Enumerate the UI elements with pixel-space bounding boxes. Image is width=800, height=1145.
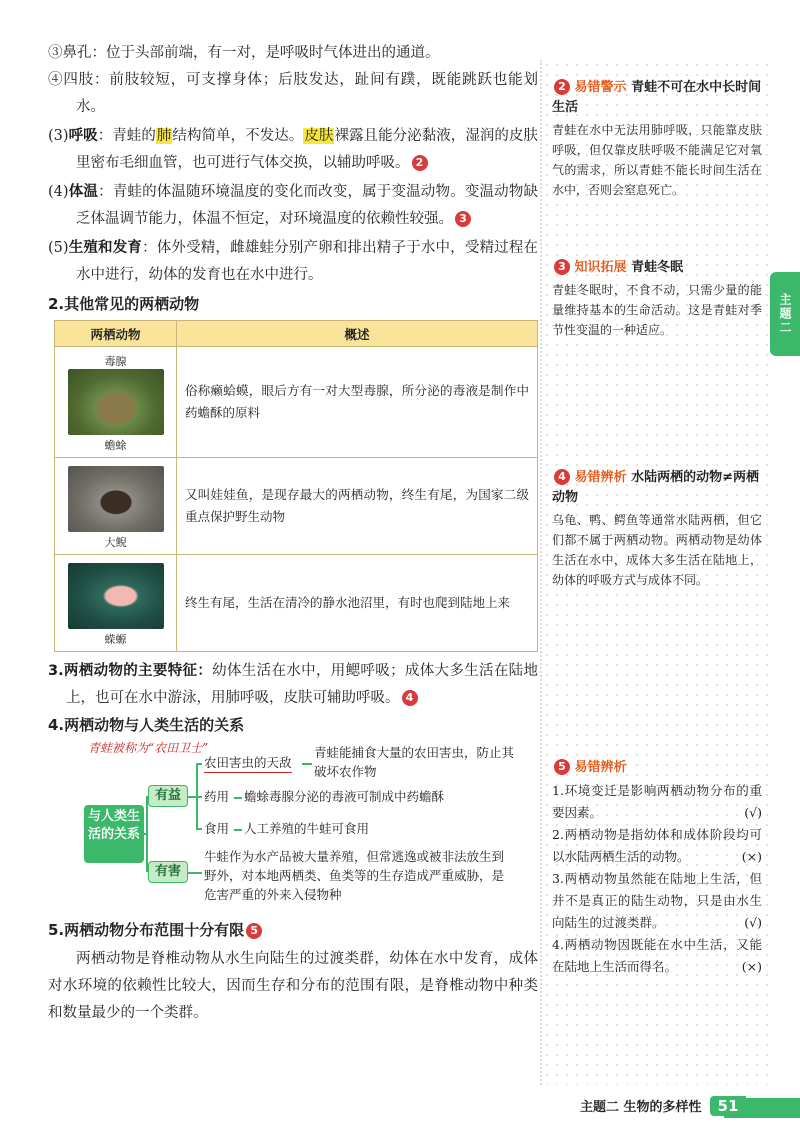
section-3-paragraph: [48, 658, 538, 712]
harm-desc: 牛蛙作为水产品被大量养殖，但常逃逸或被非法放生到野外，对本地两栖类、鱼类等的生存造成严重威胁，是危害严重的外来入侵物种: [204, 849, 505, 902]
quiz-item: [552, 780, 762, 824]
item-label: 生殖和发育: [68, 240, 143, 256]
relationship-mindmap: [48, 741, 538, 917]
quiz-text: 3.两栖动物虽然能在陆地上生活，但并不是真正的陆生动物，只是由水生向陆生的过渡类群。: [552, 871, 762, 930]
note-tag: 易错辨析: [574, 760, 627, 775]
section-5-title: [48, 919, 538, 940]
note-number: 2: [554, 79, 570, 95]
benefit-1-desc: 青蛙能捕食大量的农田害虫，防止其破坏农作物: [314, 745, 515, 779]
quiz-answer: (×): [741, 959, 762, 974]
connector-line: [196, 763, 202, 765]
paragraph-text: 幼体生活在水中，用鳃呼吸；成体大多生活在陆地上，也可在水中游泳，用肺呼吸，皮肤可辅助呼吸。: [66, 663, 538, 706]
note-box-4: [552, 468, 762, 590]
item-label: 体温: [68, 184, 99, 200]
quiz-text: 2.两栖动物是指幼体和成体阶段均可以水陆两栖生活的动物。: [552, 827, 762, 864]
note-marker-3: 3: [455, 211, 471, 227]
side-notes-column: [540, 60, 772, 1085]
reproduction-paragraph: [48, 235, 538, 289]
page-footer: [580, 1096, 746, 1116]
breathing-paragraph: [48, 123, 538, 177]
connector-line: [196, 828, 202, 830]
connector-line: [234, 797, 242, 799]
table-row: [55, 458, 538, 555]
animal-picture-cell: [55, 458, 177, 555]
benefit-2-desc: 蟾蜍毒腺分泌的毒液可制成中药蟾酥: [244, 789, 445, 804]
newt-photo: [68, 563, 164, 629]
section-4-title: 4.两栖动物与人类生活的关系: [48, 716, 245, 734]
item-label: 呼吸: [68, 128, 98, 144]
toad-photo: [68, 369, 164, 435]
connector-line: [188, 796, 196, 798]
item-number: (4): [48, 184, 69, 200]
quiz-item: [552, 824, 762, 868]
footer-title: 主题二 生物的多样性: [580, 1100, 702, 1115]
note-title: 水陆两栖的动物≠两栖动物: [552, 470, 759, 505]
quiz-answer: (√): [744, 915, 762, 930]
note-title: 青蛙不可在水中长时间生活: [552, 80, 762, 115]
note-marker-2: 2: [412, 155, 428, 171]
paragraph-text: 结构简单，不发达。: [172, 128, 304, 144]
note-body: 青蛙在水中无法用肺呼吸，只能靠皮肤呼吸，但仅靠皮肤呼吸不能满足它对氧气的需求，所以青蛙不能长时间生活在水中，否则会窒息死亡。: [552, 123, 762, 197]
note-number: 5: [554, 759, 570, 775]
note-box-5: [552, 758, 762, 978]
quiz-text: 4.两栖动物因既能在水中生活，又能在陆地上生活而得名。: [552, 937, 762, 974]
highlight-skin: 皮肤: [304, 128, 334, 144]
animal-description: 终生有尾，生活在清冷的静水池沼里，有时也爬到陆地上来: [177, 555, 538, 652]
table-row: [55, 347, 538, 458]
section-2-title: 2.其他常见的两栖动物: [48, 295, 200, 313]
animal-description: 又叫娃娃鱼，是现存最大的两栖动物，终生有尾，为国家二级重点保护野生动物: [177, 458, 538, 555]
note-box-heading: [552, 78, 762, 118]
section-5-paragraph: 两栖动物是脊椎动物从水生向陆生的过渡类群，幼体在水中发育，成体对水环境的依赖性比较大，因而生存和分布的范围有限，是脊椎动物中种类和数量最少的一个类群。: [48, 951, 538, 1021]
note-body: 乌龟、鸭、鳄鱼等通常水陆两栖，但它们都不属于两栖动物。两栖动物是幼体生活在水中，成体大多生活在陆地上，幼体的呼吸方式与成体不同。: [552, 513, 762, 587]
paragraph-text: ：体外受精，雌雄蛙分别产卵和排出精子于水中，受精过程在水中进行，幼体的发育也在水中进行。: [76, 240, 539, 283]
note-marker-4: 4: [402, 690, 418, 706]
section-5-label: 5.两栖动物分布范围十分有限: [48, 921, 245, 939]
page-number: 51: [710, 1096, 747, 1116]
animal-picture-cell: [55, 555, 177, 652]
table-header: 两栖动物: [55, 321, 177, 347]
item-number: (3): [48, 128, 69, 144]
benefit-3-desc: 人工养殖的牛蛙可食用: [244, 821, 370, 836]
quiz-item: [552, 868, 762, 934]
benefit-1-label: 农田害虫的天敌: [204, 753, 292, 773]
main-column: [48, 40, 538, 1027]
handwritten-note: 青蛙被称为“农田卫士”: [88, 741, 209, 755]
benefit-2-label: 药用: [204, 789, 230, 804]
note-number: 4: [554, 469, 570, 485]
note-tag: 知识拓展: [574, 260, 627, 275]
mindmap-root: 与人类生活的关系: [84, 805, 144, 863]
animal-name: 蟾蜍: [104, 439, 127, 452]
quiz-item: [552, 934, 762, 978]
highlight-lung: 肺: [156, 128, 172, 144]
note-box-heading: [552, 468, 762, 508]
chapter-tab: 主题二: [770, 272, 800, 356]
note-box-heading: [552, 758, 762, 778]
animal-name: 大鲵: [104, 536, 127, 549]
connector-line: [196, 796, 202, 798]
benefit-3-label: 食用: [204, 821, 230, 836]
quiz-text: 1.环境变迁是影响两栖动物分布的重要因素。: [552, 783, 762, 820]
animal-description: 俗称癞蛤蟆，眼后方有一对大型毒腺，所分泌的毒液是制作中药蟾酥的原料: [177, 347, 538, 458]
animal-name: 蝾螈: [104, 633, 127, 646]
note-tag: 易错警示: [574, 80, 627, 95]
quiz-answer: (×): [741, 849, 762, 864]
table-row: [55, 555, 538, 652]
note-tag: 易错辨析: [574, 470, 627, 485]
connector-line: [188, 872, 202, 874]
amphibian-table: [54, 320, 538, 652]
quiz-answer: (√): [744, 805, 762, 820]
connector-line: [146, 796, 148, 872]
paragraph-text: ：青蛙的: [97, 128, 156, 144]
note-marker-5: 5: [246, 923, 262, 939]
harmful-node: 有害: [148, 861, 188, 883]
note-box-2: [552, 78, 762, 200]
connector-line: [234, 829, 242, 831]
limbs-paragraph: ④四肢：前肢较短，可支撑身体；后肢发达，趾间有蹼，既能跳跃也能划水。: [48, 72, 538, 115]
paragraph-text: 裸露且能分泌黏液，湿润的皮肤里密布毛细血管，也可进行气体交换，以辅助呼吸。: [76, 128, 539, 171]
note-title: 青蛙冬眠: [631, 260, 684, 275]
paragraph-text: ：青蛙的体温随环境温度的变化而改变，属于变温动物。变温动物缺乏体温调节能力，体温不恒定，对环境温度的依赖性较强。: [76, 184, 539, 227]
note-body: 青蛙冬眠时，不食不动，只需少量的能量维持基本的生命活动。这是青蛙对季节性变温的一种适应。: [552, 283, 762, 337]
note-box-3: [552, 258, 762, 340]
table-header: 概述: [177, 321, 538, 347]
nose-paragraph: ③鼻孔：位于头部前端，有一对，是呼吸时气体进出的通道。: [48, 45, 440, 61]
gland-label: 毒腺: [104, 355, 127, 368]
giant-salamander-photo: [68, 466, 164, 532]
beneficial-node: 有益: [148, 785, 188, 807]
section-3-label: 3.两栖动物的主要特征：: [48, 663, 213, 679]
animal-picture-cell: [55, 347, 177, 458]
temperature-paragraph: [48, 179, 538, 233]
connector-line: [302, 763, 312, 765]
note-number: 3: [554, 259, 570, 275]
note-box-heading: [552, 258, 762, 278]
item-number: (5): [48, 240, 69, 256]
